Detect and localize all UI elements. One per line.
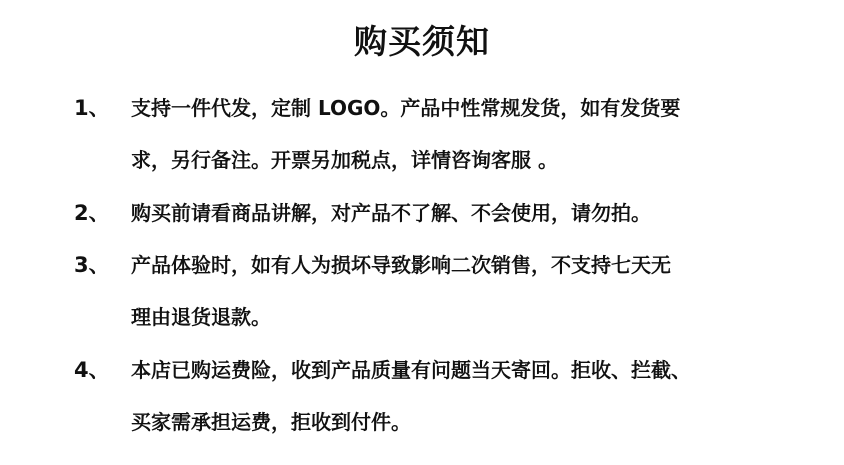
item-number: 4、 [74, 358, 110, 382]
item-number: 2、 [74, 201, 110, 225]
page-title: 购买须知 [354, 22, 490, 61]
item-text-line: 产品体验时，如有人为损坏导致影响二次销售，不支持七天无 [131, 253, 671, 277]
item-number: 1、 [74, 96, 110, 120]
item-text-line: 理由退货退款。 [131, 305, 271, 329]
item-text-line: 购买前请看商品讲解，对产品不了解、不会使用，请勿拍。 [131, 201, 651, 225]
item-text-line: 本店已购运费险，收到产品质量有问题当天寄回。拒收、拦截、 [131, 358, 691, 382]
item-text-line: 买家需承担运费，拒收到付件。 [131, 410, 411, 434]
item-text-line: 求，另行备注。开票另加税点，详情咨询客服 。 [131, 148, 558, 172]
item-number: 3、 [74, 253, 110, 277]
item-text-line: 支持一件代发，定制 LOGO。产品中性常规发货，如有发货要 [131, 96, 681, 120]
